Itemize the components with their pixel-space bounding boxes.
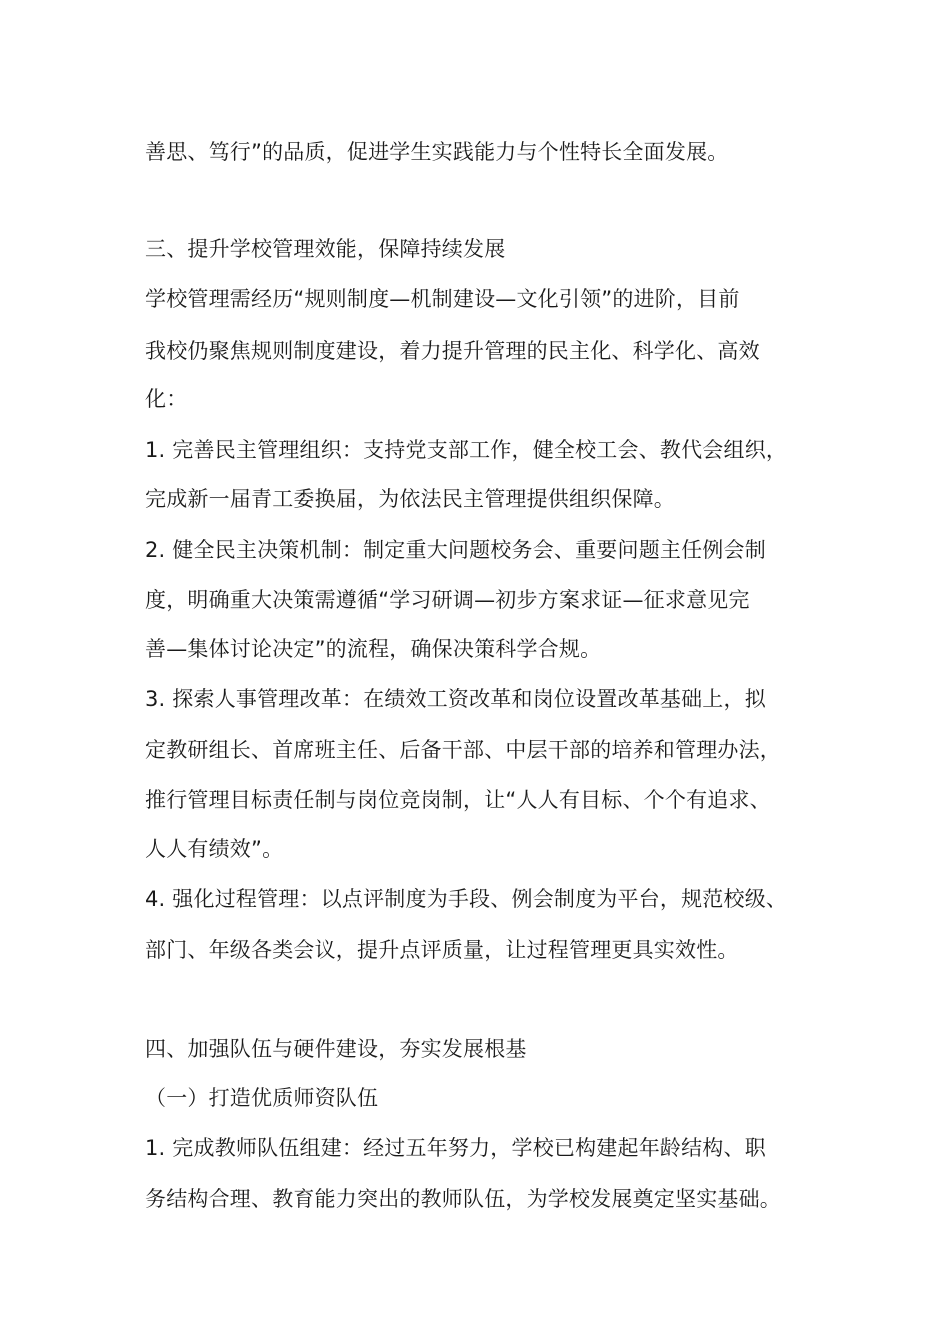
subsection-heading: （一）打造优质师资队伍 <box>145 1086 379 1110</box>
section-heading-4: 四、加强队伍与硬件建设，夯实发展根基 <box>145 1037 527 1061</box>
list-item-line: 务结构合理、教育能力突出的教师队伍，为学校发展奠定坚实基础。 <box>145 1187 781 1211</box>
list-item-line: 推行管理目标责任制与岗位竞岗制，让“人人有目标、个个有追求、 <box>145 788 771 812</box>
list-item-line: 3. 探索人事管理改革：在绩效工资改革和岗位设置改革基础上，拟 <box>145 687 766 711</box>
paragraph-line: 化： <box>145 387 188 411</box>
list-item-line: 善—集体讨论决定”的流程，确保决策科学合规。 <box>145 637 602 661</box>
list-item-line: 部门、年级各类会议，提升点评质量，让过程管理更具实效性。 <box>145 938 739 962</box>
list-item-line: 4. 强化过程管理：以点评制度为手段、例会制度为平台，规范校级、 <box>145 887 788 911</box>
paragraph-line: 善思、笃行”的品质，促进学生实践能力与个性特长全面发展。 <box>145 140 729 164</box>
list-item-line: 2. 健全民主决策机制：制定重大问题校务会、重要问题主任例会制 <box>145 538 766 562</box>
list-item-line: 1. 完善民主管理组织：支持党支部工作，健全校工会、教代会组织， <box>145 438 788 462</box>
section-heading-3: 三、提升学校管理效能，保障持续发展 <box>145 237 506 261</box>
paragraph-line: 学校管理需经历“规则制度—机制建设—文化引领”的进阶，目前 <box>145 287 740 311</box>
list-item-line: 人人有绩效”。 <box>145 837 284 861</box>
list-item-line: 1. 完成教师队伍组建：经过五年努力，学校已构建起年龄结构、职 <box>145 1136 766 1160</box>
list-item-line: 度，明确重大决策需遵循“学习研调—初步方案求证—征求意见完 <box>145 588 750 612</box>
list-item-line: 完成新一届青工委换届，为依法民主管理提供组织保障。 <box>145 487 675 511</box>
paragraph-line: 我校仍聚焦规则制度建设，着力提升管理的民主化、科学化、高效 <box>145 339 760 363</box>
list-item-line: 定教研组长、首席班主任、后备干部、中层干部的培养和管理办法， <box>145 738 781 762</box>
